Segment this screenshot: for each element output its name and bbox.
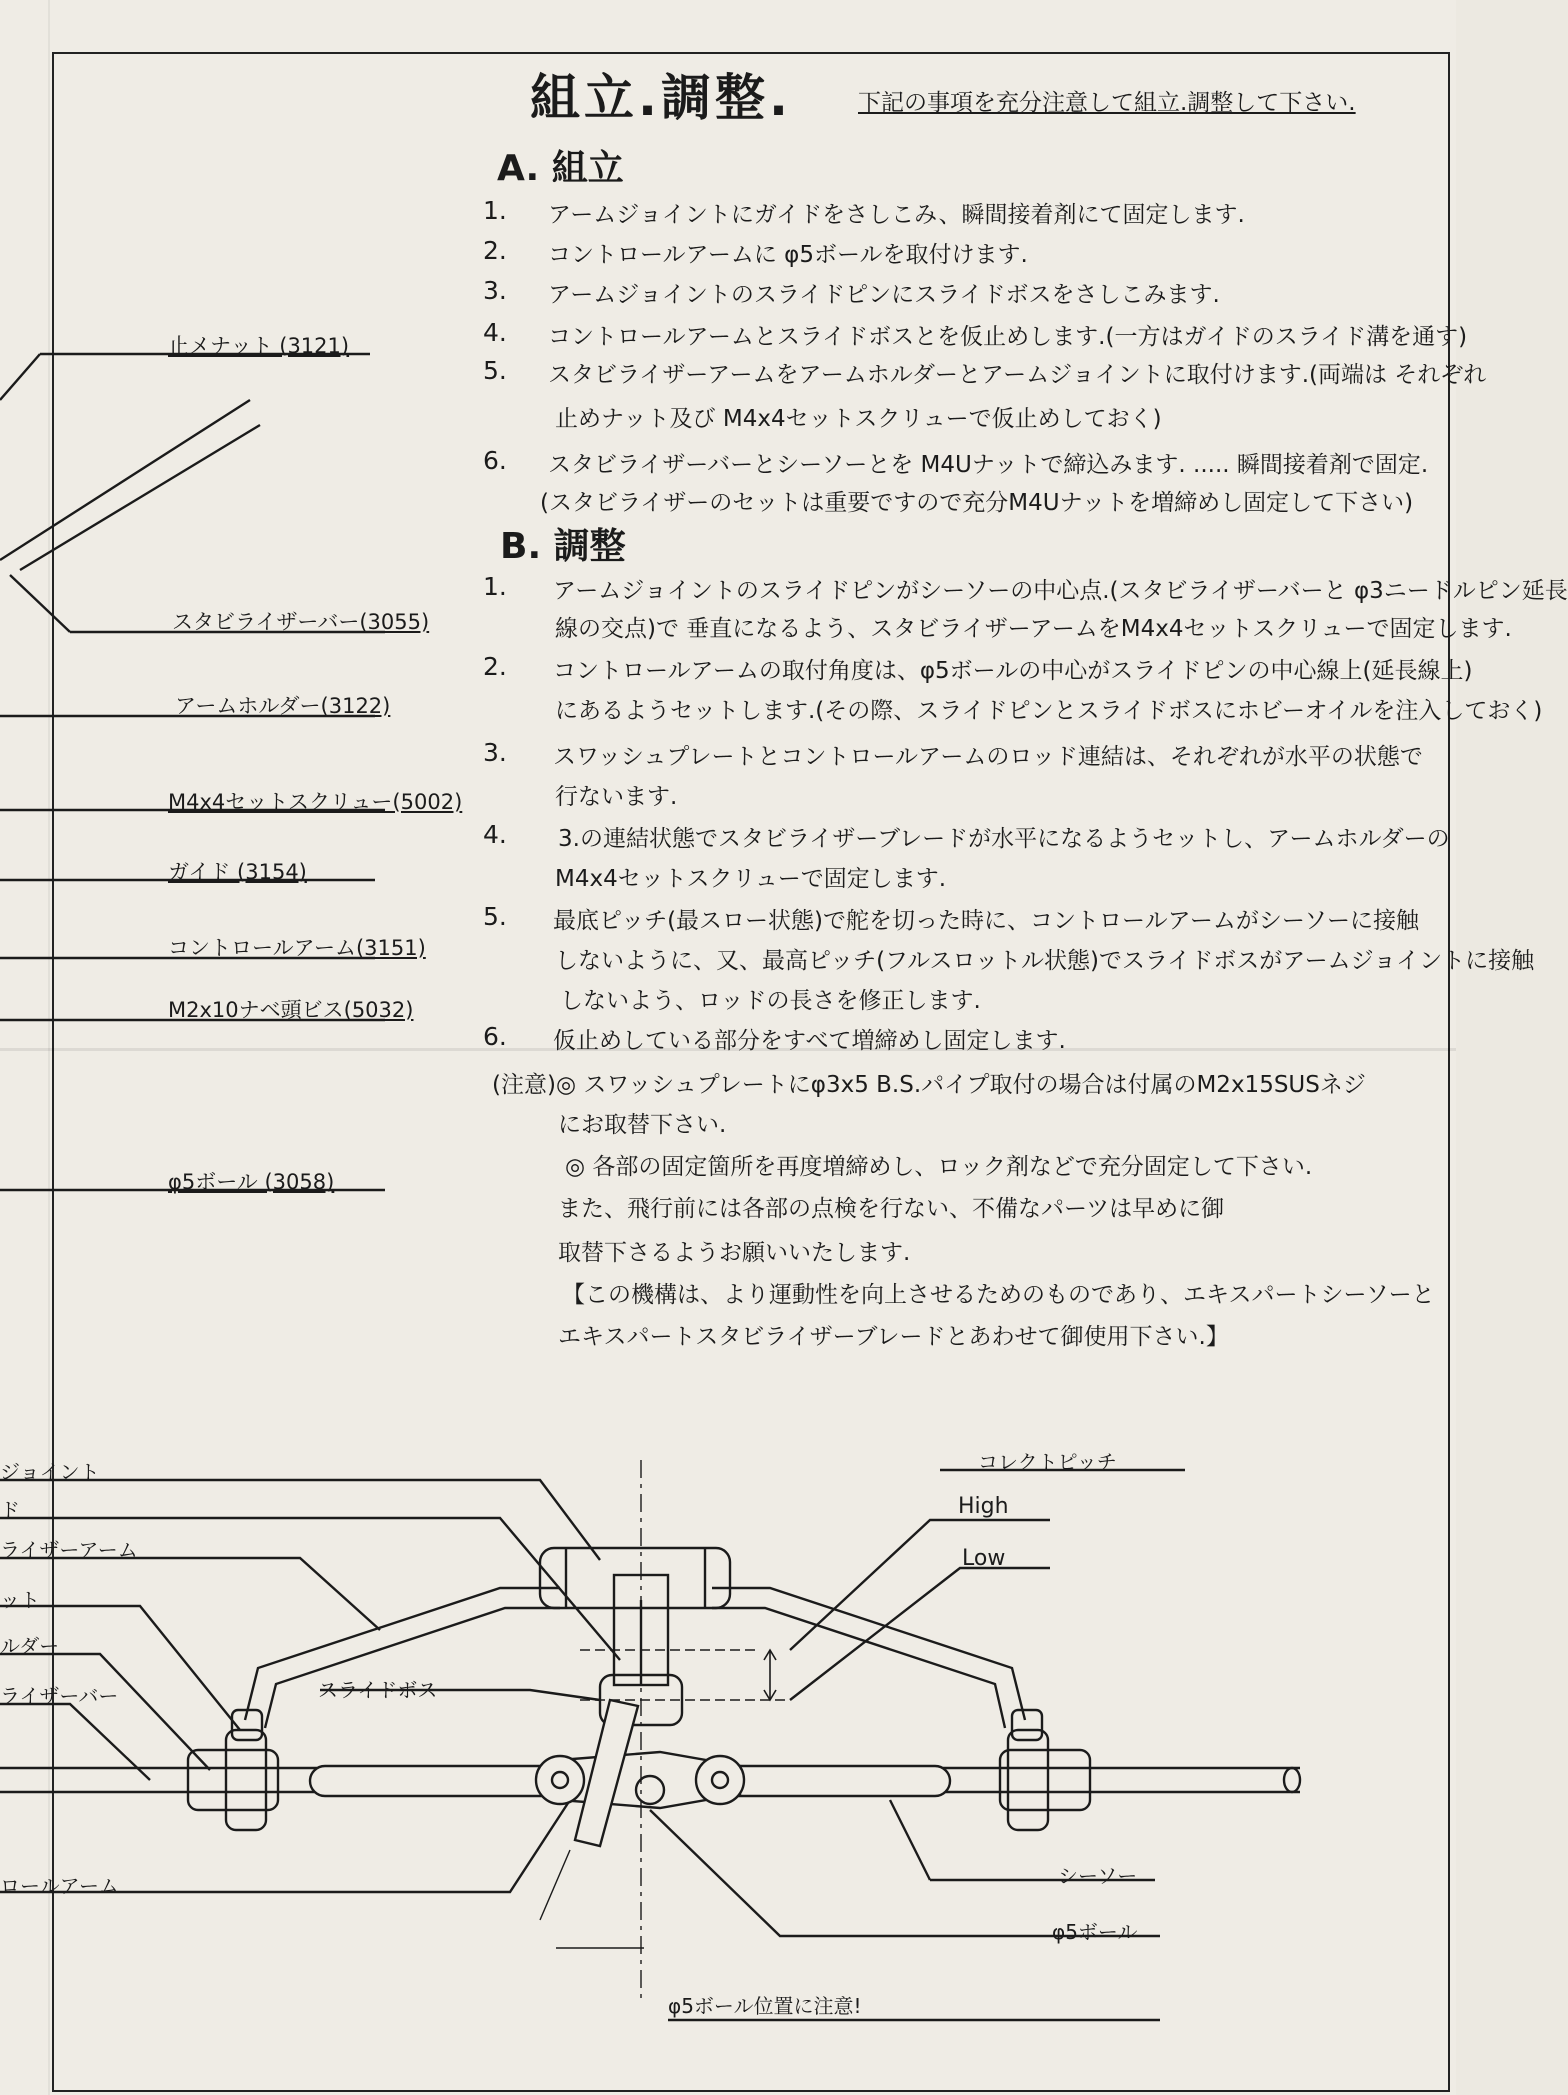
b-item-1-text-1: アームジョイントのスライドピンがシーソーの中心点.(スタビライザーバーと φ3ニードルピン延長: [553, 578, 1568, 604]
b-item-4-number: 4.: [483, 820, 507, 849]
diagram-label-low: Low: [962, 1546, 1006, 1571]
part-label-arm-holder: アームホルダー(3122): [175, 694, 391, 718]
a-item-2-text: コントロールアームに φ5ボールを取付けます.: [548, 242, 1028, 268]
caution-line-3: ◎ 各部の固定箇所を再度増締めし、ロック剤などで充分固定して下さい.: [565, 1154, 1313, 1180]
diagram-label-corrected-pitch: コレクトピッチ: [978, 1450, 1117, 1474]
a-item-3-text: アームジョイントのスライドピンにスライドボスをさしこみます.: [548, 282, 1220, 308]
b-item-6-text: 仮止めしている部分をすべて増締めし固定します.: [553, 1028, 1066, 1054]
b-item-2-text-1: コントロールアームの取付角度は、φ5ボールの中心がスライドピンの中心線上(延長線上): [553, 658, 1473, 684]
part-label-stop-nut: 止メナット (3121): [168, 334, 350, 358]
diagram-label-ball: φ5ボール: [1052, 1920, 1138, 1944]
a-item-4-text: コントロールアームとスライドボスとを仮止めします.(一方はガイドのスライド溝を通す): [548, 324, 1468, 350]
a-item-5-text-1: スタビライザーアームをアームホルダーとアームジョイントに取付けます.(両端は それぞれ: [548, 362, 1487, 388]
b-item-5-number: 5.: [483, 902, 507, 931]
b-item-2-text-2: にあるようセットします.(その際、スライドピンとスライドボスにホビーオイルを注入しておく): [555, 698, 1543, 724]
a-item-3-number: 3.: [483, 276, 507, 305]
part-label-set-screw: M4x4セットスクリュー(5002): [168, 790, 463, 814]
a-item-1-text: アームジョイントにガイドをさしこみ、瞬間接着剤にて固定します.: [548, 202, 1245, 228]
page-title: 組立.調整.: [530, 69, 792, 127]
b-item-3-number: 3.: [483, 738, 507, 767]
diagram-label-holder: ルダー: [0, 1634, 60, 1658]
arm-holder-left: [188, 1750, 278, 1810]
a-item-6-number: 6.: [483, 446, 507, 475]
a-item-5-number: 5.: [483, 356, 507, 385]
part-label-stabilizer-bar: スタビライザーバー(3055): [172, 610, 430, 634]
b-item-1-number: 1.: [483, 572, 507, 601]
diagram-label-slide-boss: スライドボス: [318, 1678, 438, 1702]
a-item-5-text-2: 止めナット及び M4x4セットスクリューで仮止めしておく): [555, 406, 1162, 432]
a-item-2-number: 2.: [483, 236, 507, 265]
diagram-label-control-arm: ロールアーム: [0, 1874, 119, 1898]
a-item-6-text-2: (スタビライザーのセットは重要ですので充分M4Uナットを増締めし固定して下さい): [540, 490, 1414, 516]
part-label-control-arm: コントロールアーム(3151): [168, 936, 426, 960]
section-a-heading: A. 組立: [497, 148, 624, 189]
b-item-4-text-1: 3.の連結状態でスタビライザーブレードが水平になるようセットし、アームホルダーの: [558, 826, 1450, 852]
diagram-label-seesaw: シーソー: [1058, 1864, 1138, 1888]
diagram-label-high: High: [958, 1494, 1009, 1519]
arm-holder-right: [1000, 1750, 1090, 1810]
b-item-1-text-2: 線の交点)で 垂直になるよう、スタビライザーアームをM4x4セットスクリューで固定します.: [555, 616, 1512, 642]
b-item-3-text-2: 行ないます.: [555, 784, 678, 810]
diagram-label-arm-joint: ジョイント: [0, 1460, 100, 1484]
caution-line-4: また、飛行前には各部の点検を行ない、不備なパーツは早めに御: [558, 1196, 1225, 1222]
part-label-leaders: [0, 354, 385, 1190]
diagram-leaders-left: [0, 1480, 620, 1892]
b-item-5-text-2: しないように、又、最高ピッチ(フルスロットル状態)でスライドボスがアームジョイントに接触: [555, 948, 1535, 974]
diagram-label-nut: ット: [0, 1588, 40, 1612]
caution-line-2: にお取替下さい.: [558, 1112, 727, 1138]
caution-line-1: (注意)◎ スワッシュプレートにφ3x5 B.S.パイプ取付の場合は付属のM2x15SUSネジ: [492, 1072, 1366, 1098]
diagram-label-stabilizer-bar: ライザーバー: [0, 1684, 119, 1708]
a-item-6-text-1: スタビライザーバーとシーソーとを M4Uナットで締込みます. ..... 瞬間接着剤で固定.: [548, 452, 1429, 478]
diagram-label-stabilizer-arm: ライザーアーム: [0, 1538, 138, 1562]
part-label-ball: φ5ボール (3058): [168, 1170, 335, 1194]
caution-line-7: エキスパートスタビライザーブレードとあわせて御使用下さい.】: [558, 1324, 1229, 1350]
b-item-4-text-2: M4x4セットスクリューで固定します.: [555, 866, 947, 892]
b-item-3-text-1: スワッシュプレートとコントロールアームのロッド連結は、それぞれが水平の状態で: [553, 744, 1423, 770]
part-label-pan-screw: M2x10ナベ頭ビス(5032): [168, 998, 414, 1022]
caution-line-5: 取替下さるようお願いいたします.: [558, 1240, 911, 1266]
header-note: 下記の事項を充分注意して組立.調整して下さい.: [858, 90, 1356, 116]
b-item-5-text-3: しないよう、ロッドの長さを修正します.: [560, 988, 981, 1014]
diagram-label-guide: ド: [0, 1498, 20, 1522]
b-item-2-number: 2.: [483, 652, 507, 681]
caution-line-6: 【この機構は、より運動性を向上させるためのものであり、エキスパートシーソーと: [562, 1282, 1435, 1308]
section-b-heading: B. 調整: [500, 526, 626, 567]
b-item-6-number: 6.: [483, 1022, 507, 1051]
diagram-label-ball-note: φ5ボール位置に注意!: [668, 1994, 862, 2018]
a-item-1-number: 1.: [483, 196, 507, 225]
a-item-4-number: 4.: [483, 318, 507, 347]
b-item-5-text-1: 最底ピッチ(最スロー状態)で舵を切った時に、コントロールアームがシーソーに接触: [553, 908, 1419, 934]
ball-5mm: [636, 1776, 664, 1804]
part-label-guide: ガイド (3154): [168, 860, 307, 884]
